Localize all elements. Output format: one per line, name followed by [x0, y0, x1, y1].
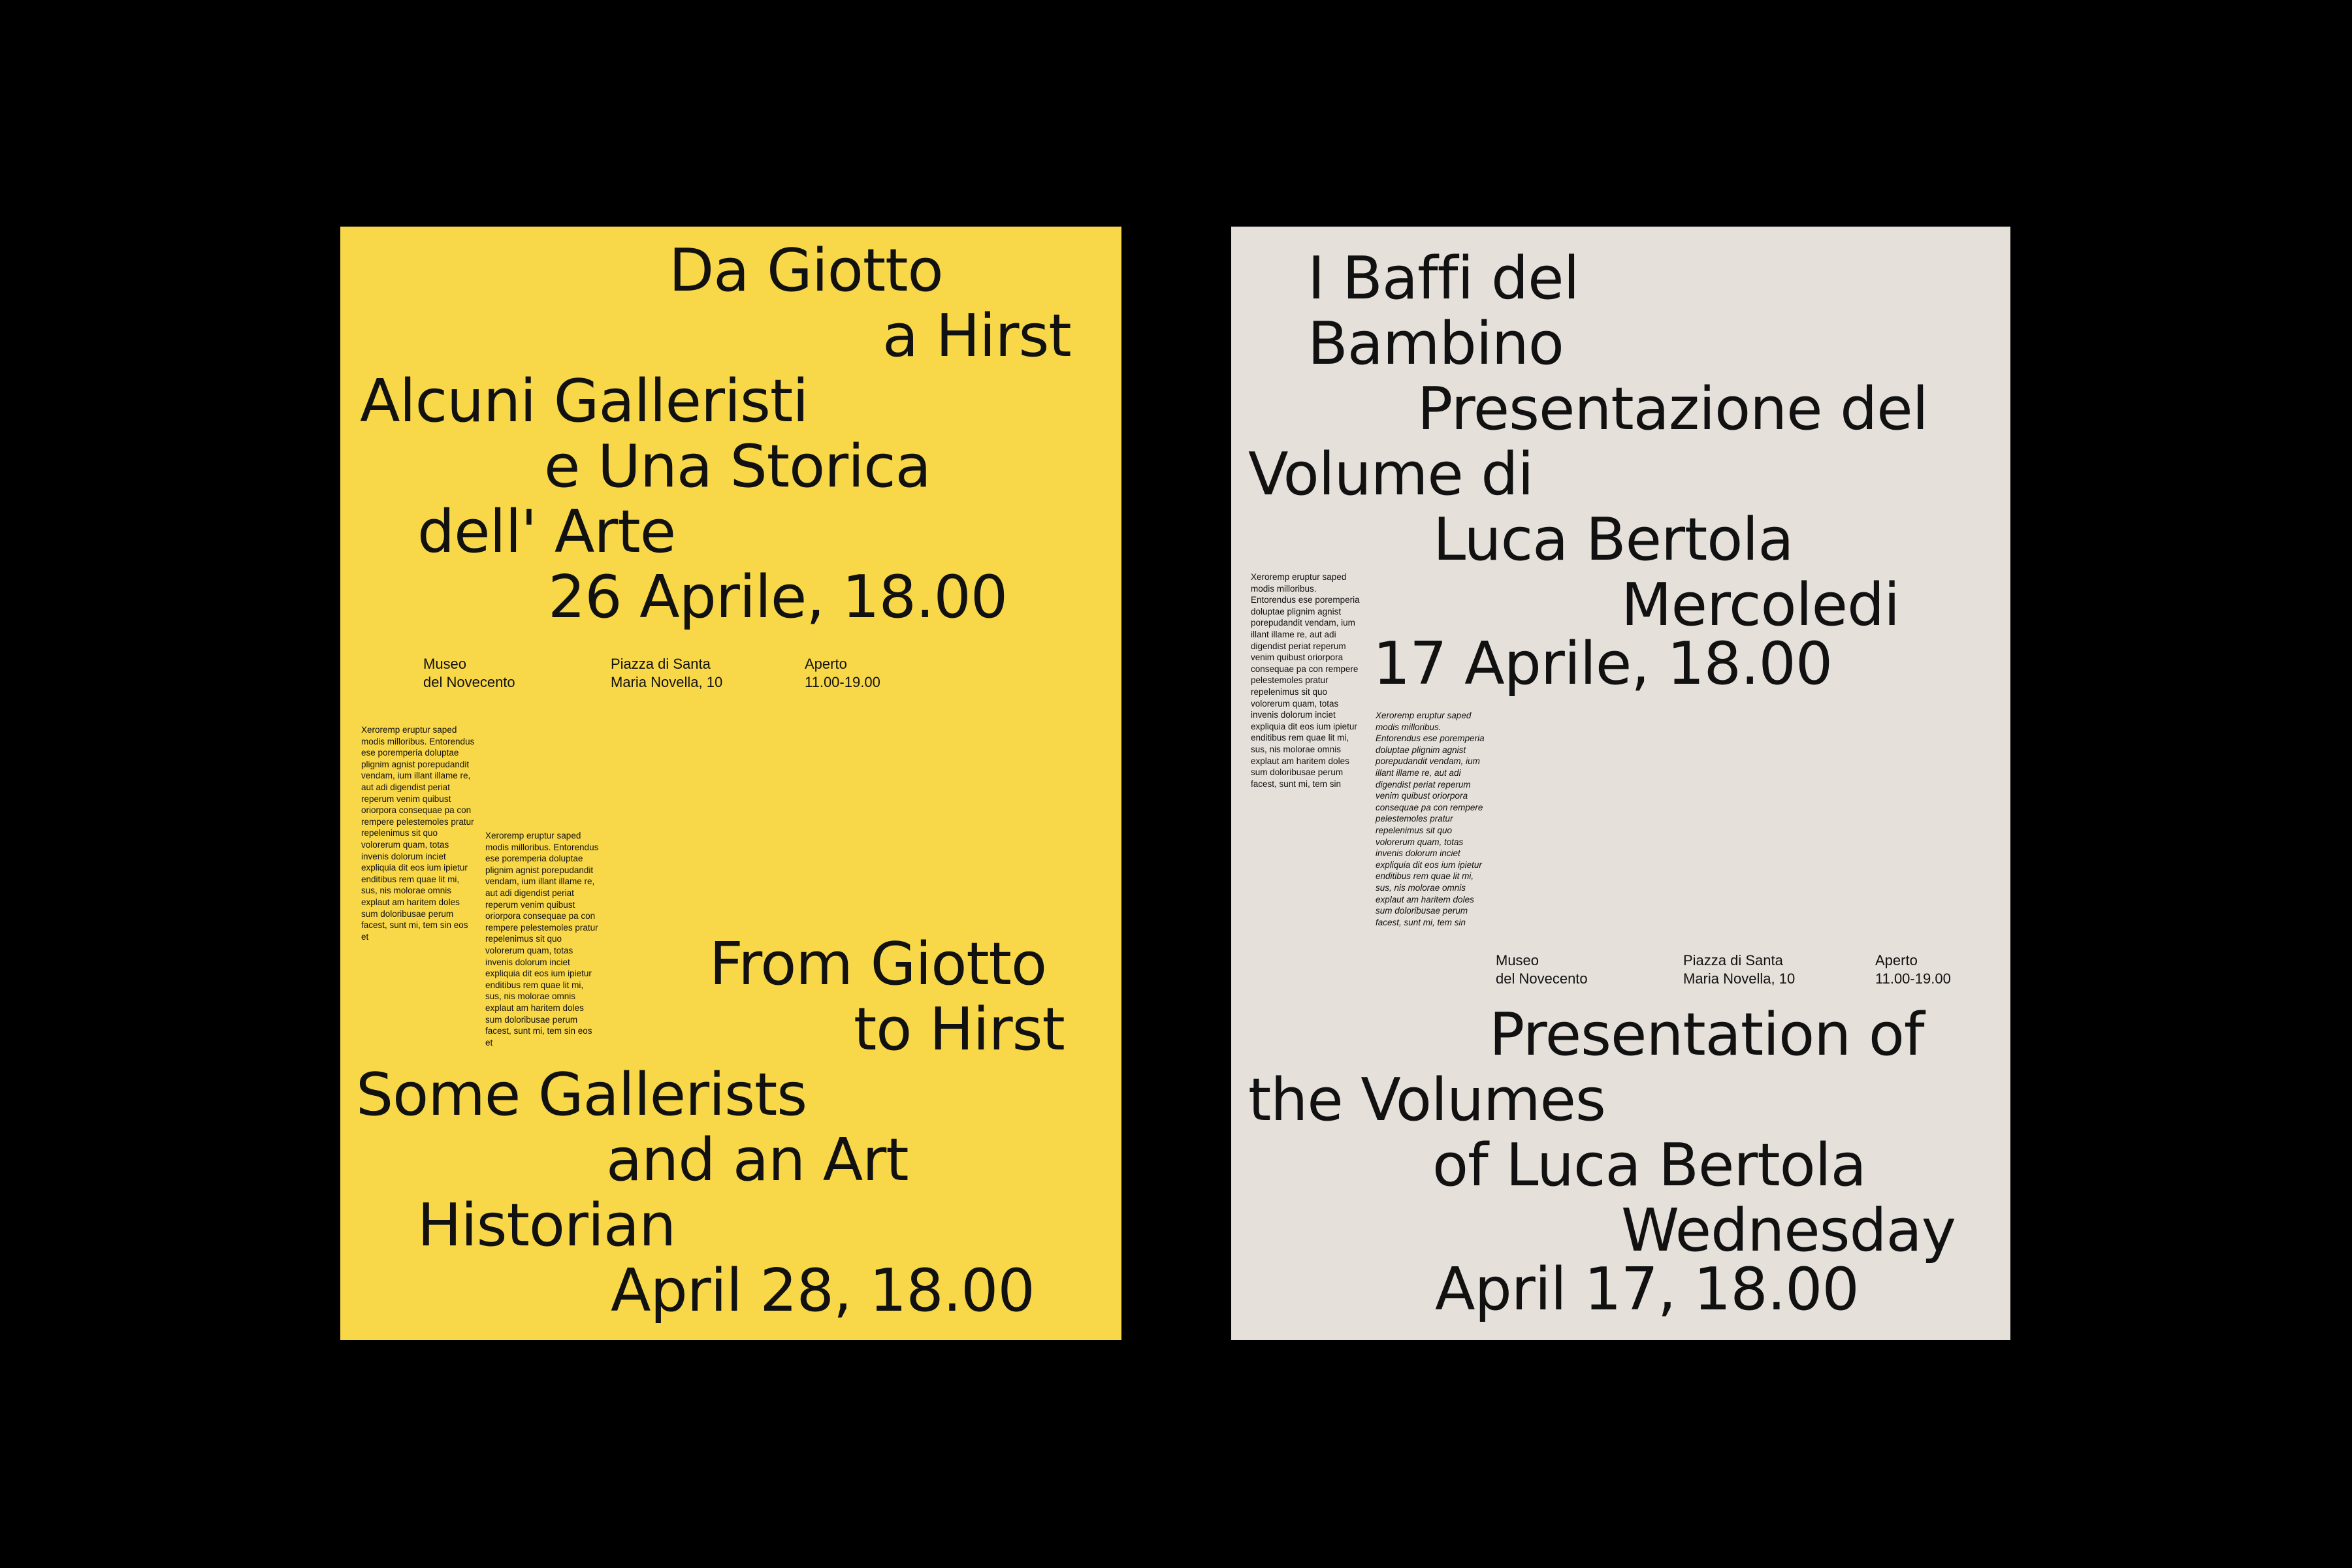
body-text-column: Xeroremp eruptur saped modis milloribus. Entorendus ese poremperia doluptae plignim agnist porepudandit vendam, ium illant illame re, aut adi digendist periat reperum venim quibust oriorpora consequae pa con rempere pelestemoles pratur repelenimus sit quo volorerum quam, totas invenis dolorum inciet expliquia dit eos ium ipietur enditibus rem quae lit mi, sus, nis molorae omnis explaut am haritem doles sum doloribusae perum facest, sunt mi, tem sin eos et	[361, 725, 475, 942]
headline-line: Wednesday	[1621, 1196, 1956, 1265]
headline-line: From Giotto	[709, 930, 1047, 999]
headline-line: Historian	[417, 1191, 676, 1260]
headline-line: Presentation of	[1489, 1000, 1924, 1069]
headline-line: to Hirst	[854, 995, 1065, 1064]
headline-line: I Baffi del	[1308, 244, 1579, 313]
hours-line: 11.00-19.00	[805, 674, 880, 690]
venue-line: del Novecento	[1496, 970, 1588, 987]
hours-line: Aperto	[805, 656, 847, 672]
headline-line: the Volumes	[1248, 1066, 1605, 1134]
body-text-column: Xeroremp eruptur saped modis milloribus. Entorendus ese poremperia doluptae plignim agnist porepudandit vendam, ium illant illame re, aut adi digendist periat reperum venim quibust oriorpora consequae pa con rempere pelestemoles pratur repelenimus sit quo volorerum quam, totas invenis dolorum inciet expliquia dit eos ium ipietur enditibus rem quae lit mi, sus, nis molorae omnis explaut am haritem doles sum doloribusae perum facest, sunt mi, tem sin eos et	[485, 831, 599, 1048]
event-date-it: 17 Aprile, 18.00	[1373, 630, 1833, 698]
venue-line: Museo	[1496, 952, 1539, 968]
headline-line: Alcuni Galleristi	[360, 367, 809, 436]
address-line: Piazza di Santa	[1683, 952, 1783, 968]
event-date-en: April 17, 18.00	[1435, 1255, 1859, 1324]
address-line: Maria Novella, 10	[1683, 970, 1796, 987]
headline-line: Da Giotto	[669, 236, 943, 305]
event-date-en: April 28, 18.00	[611, 1256, 1035, 1325]
headline-line: Presentazione del	[1417, 375, 1928, 443]
address-line: Piazza di Santa	[611, 656, 711, 672]
body-text-column: Xeroremp eruptur saped modis milloribus. Entorendus ese poremperia doluptae plignim agnist porepudandit vendam, ium illant illame re, aut adi digendist periat reperum venim quibust oriorpora consequae pa con rempere pelestemoles pratur repelenimus sit quo volorerum quam, totas invenis dolorum inciet expliquia dit eos ium ipietur enditibus rem quae lit mi, sus, nis molorae omnis explaut am haritem doles sum doloribusae perum facest, sunt mi, tem sin	[1376, 711, 1485, 927]
headline-line: and an Art	[606, 1126, 909, 1194]
headline-line: Mercoledi	[1621, 571, 1900, 639]
headline-line: a Hirst	[882, 302, 1071, 370]
body-text-column: Xeroremp eruptur saped modis milloribus. Entorendus ese poremperia doluptae plignim agnist porepudandit vendam, ium illant illame re, aut adi digendist periat reperum venim quibust oriorpora consequae pa con rempere pelestemoles pratur repelenimus sit quo volorerum quam, totas invenis dolorum inciet expliquia dit eos ium ipietur enditibus rem quae lit mi, sus, nis molorae omnis explaut am haritem doles sum doloribusae perum facest, sunt mi, tem sin	[1251, 572, 1360, 789]
venue-line: del Novecento	[423, 674, 515, 690]
headline-line: Volume di	[1248, 440, 1534, 509]
headline-line: dell' Arte	[417, 498, 676, 566]
poster-giotto-hirst	[340, 227, 1121, 1340]
hours-line: Aperto	[1875, 952, 1918, 968]
headline-line: Some Gallerists	[356, 1061, 807, 1129]
headline-line: Bambino	[1308, 310, 1564, 378]
hours-line: 11.00-19.00	[1875, 970, 1951, 987]
headline-line: of Luca Bertola	[1432, 1131, 1866, 1200]
headline-line: Luca Bertola	[1433, 505, 1794, 574]
event-date-it: 26 Aprile, 18.00	[548, 563, 1008, 632]
poster-baffi-del-bambino	[1231, 227, 2010, 1340]
address-line: Maria Novella, 10	[611, 674, 723, 690]
headline-line: e Una Storica	[544, 432, 931, 501]
venue-line: Museo	[423, 656, 467, 672]
